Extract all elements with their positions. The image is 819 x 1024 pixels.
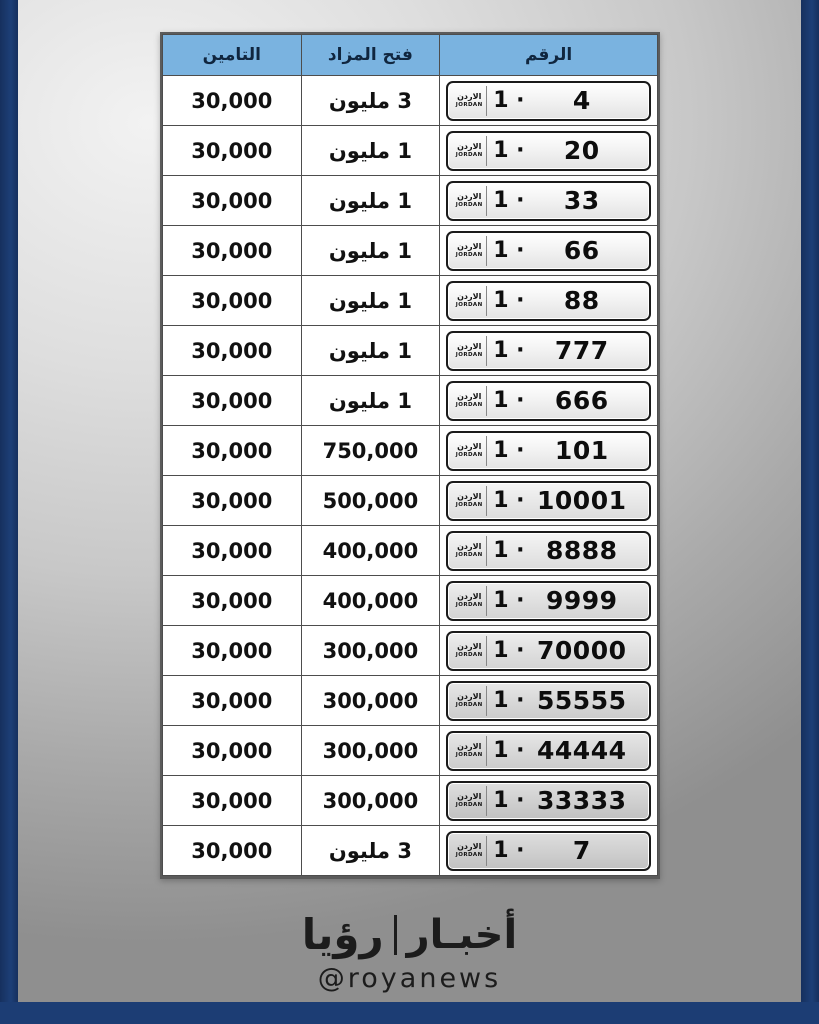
plate-code: 1 ·: [493, 138, 525, 163]
plate-cell: [440, 676, 658, 726]
plate-code: 1 ·: [493, 838, 525, 863]
plate-code: 1 ·: [493, 388, 525, 413]
auction-open-cell: [301, 576, 440, 626]
auction-open-cell: [301, 426, 440, 476]
plate-code: 1 ·: [493, 688, 525, 713]
license-plate: [446, 181, 651, 221]
plate-country-badge: [452, 86, 487, 116]
insurance-cell: [163, 76, 302, 126]
plate-cell: [440, 376, 658, 426]
insurance-value: 30,000: [191, 688, 273, 713]
plate-number: 777: [554, 336, 609, 365]
auction-open-cell: [301, 526, 440, 576]
plate-country-arabic: الاردن: [457, 691, 482, 701]
plate-code: 1 ·: [493, 538, 525, 563]
plate-number: 33333: [537, 786, 627, 815]
auction-open-cell: [301, 826, 440, 876]
insurance-value: 30,000: [191, 338, 273, 363]
plate-cell: [440, 76, 658, 126]
plate-country-badge: [452, 786, 487, 816]
plate-country-english: JORDAN: [455, 751, 483, 758]
plate-cell: [440, 226, 658, 276]
insurance-value: 30,000: [191, 288, 273, 313]
insurance-cell: [163, 126, 302, 176]
insurance-cell: [163, 276, 302, 326]
plates-table-container: [160, 32, 660, 879]
plate-country-english: JORDAN: [455, 801, 483, 808]
license-plate: [446, 481, 651, 521]
insurance-value: 30,000: [191, 538, 273, 563]
plate-code: 1 ·: [493, 188, 525, 213]
plate-cell: [440, 576, 658, 626]
table-row: [163, 426, 658, 476]
auction-open-cell: [301, 726, 440, 776]
plate-country-arabic: الاردن: [457, 141, 482, 151]
table-row: [163, 276, 658, 326]
insurance-cell: [163, 376, 302, 426]
plate-country-english: JORDAN: [455, 251, 483, 258]
plate-cell: [440, 526, 658, 576]
plate-code: 1 ·: [493, 588, 525, 613]
auction-open-cell: [301, 776, 440, 826]
auction-open-cell: [301, 326, 440, 376]
plate-country-badge: [452, 486, 487, 516]
plate-country-arabic: الاردن: [457, 341, 482, 351]
plate-number: 101: [554, 436, 609, 465]
plate-cell: [440, 626, 658, 676]
license-plate: [446, 531, 651, 571]
plate-number: 20: [563, 136, 600, 165]
plate-code: 1 ·: [493, 638, 525, 663]
plate-number: 666: [554, 386, 609, 415]
social-handle: @royanews: [317, 963, 502, 994]
insurance-value: 30,000: [191, 738, 273, 763]
auction-open-value: 1 مليون: [328, 288, 412, 313]
license-plate: [446, 731, 651, 771]
table-row: [163, 76, 658, 126]
license-plate: [446, 581, 651, 621]
table-row: [163, 326, 658, 376]
auction-open-cell: [301, 126, 440, 176]
plate-country-arabic: الاردن: [457, 491, 482, 501]
plate-cell: [440, 826, 658, 876]
auction-open-value: 1 مليون: [328, 188, 412, 213]
auction-open-value: 300,000: [322, 738, 419, 763]
logo-mark: رؤيا: [301, 910, 384, 959]
plate-number: 33: [563, 186, 600, 215]
auction-open-value: 400,000: [322, 538, 419, 563]
auction-open-value: 3 مليون: [328, 88, 412, 113]
insurance-cell: [163, 526, 302, 576]
plate-number: 8888: [545, 536, 618, 565]
plate-country-badge: [452, 636, 487, 666]
auction-open-value: 1 مليون: [328, 138, 412, 163]
insurance-cell: [163, 826, 302, 876]
auction-open-value: 300,000: [322, 688, 419, 713]
plate-number: 7: [572, 836, 591, 865]
plate-country-badge: [452, 836, 487, 866]
logo-word: أخبـار: [406, 911, 518, 958]
column-header-insurance: التامين: [163, 35, 302, 76]
table-row: [163, 776, 658, 826]
table-row: [163, 826, 658, 876]
license-plate: [446, 831, 651, 871]
plate-country-badge: [452, 236, 487, 266]
plate-country-english: JORDAN: [455, 201, 483, 208]
table-row: [163, 226, 658, 276]
table-row: [163, 126, 658, 176]
plates-table: [162, 34, 658, 876]
license-plate: [446, 681, 651, 721]
column-header-auction-open: فتح المزاد: [301, 35, 440, 76]
plate-country-english: JORDAN: [455, 101, 483, 108]
license-plate: [446, 431, 651, 471]
auction-open-value: 1 مليون: [328, 238, 412, 263]
insurance-value: 30,000: [191, 788, 273, 813]
insurance-value: 30,000: [191, 88, 273, 113]
insurance-cell: [163, 226, 302, 276]
table-body: [163, 76, 658, 876]
plate-country-english: JORDAN: [455, 351, 483, 358]
insurance-value: 30,000: [191, 488, 273, 513]
plate-country-english: JORDAN: [455, 401, 483, 408]
auction-open-cell: [301, 76, 440, 126]
plate-country-arabic: الاردن: [457, 391, 482, 401]
insurance-cell: [163, 326, 302, 376]
auction-open-value: 1 مليون: [328, 388, 412, 413]
auction-open-cell: [301, 476, 440, 526]
insurance-value: 30,000: [191, 588, 273, 613]
plate-cell: [440, 776, 658, 826]
plate-cell: [440, 476, 658, 526]
plate-country-english: JORDAN: [455, 451, 483, 458]
plate-country-english: JORDAN: [455, 651, 483, 658]
plate-country-arabic: الاردن: [457, 291, 482, 301]
bottom-bar: [0, 1002, 819, 1024]
plate-country-arabic: الاردن: [457, 191, 482, 201]
insurance-cell: [163, 726, 302, 776]
auction-open-cell: [301, 276, 440, 326]
plate-country-english: JORDAN: [455, 301, 483, 308]
auction-open-value: 400,000: [322, 588, 419, 613]
insurance-value: 30,000: [191, 638, 273, 663]
plate-country-arabic: الاردن: [457, 241, 482, 251]
license-plate: [446, 281, 651, 321]
plate-cell: [440, 426, 658, 476]
plate-country-badge: [452, 136, 487, 166]
plate-country-badge: [452, 686, 487, 716]
brand-logo: [0, 910, 819, 994]
auction-open-value: 750,000: [322, 438, 419, 463]
table-row: [163, 676, 658, 726]
license-plate: [446, 231, 651, 271]
insurance-value: 30,000: [191, 238, 273, 263]
auction-open-cell: [301, 226, 440, 276]
insurance-cell: [163, 426, 302, 476]
auction-open-value: 1 مليون: [328, 338, 412, 363]
insurance-cell: [163, 176, 302, 226]
auction-open-cell: [301, 376, 440, 426]
table-row: [163, 376, 658, 426]
license-plate: [446, 381, 651, 421]
plate-country-badge: [452, 386, 487, 416]
plate-code: 1 ·: [493, 338, 525, 363]
plate-number: 70000: [537, 636, 627, 665]
insurance-value: 30,000: [191, 138, 273, 163]
plate-code: 1 ·: [493, 788, 525, 813]
plate-number: 66: [563, 236, 600, 265]
plate-country-english: JORDAN: [455, 551, 483, 558]
insurance-value: 30,000: [191, 838, 273, 863]
column-header-number: الرقم: [440, 35, 658, 76]
logo-lockup: [0, 910, 819, 959]
plate-country-arabic: الاردن: [457, 591, 482, 601]
plate-country-english: JORDAN: [455, 501, 483, 508]
license-plate: [446, 331, 651, 371]
plate-country-badge: [452, 336, 487, 366]
insurance-value: 30,000: [191, 188, 273, 213]
table-row: [163, 626, 658, 676]
table-row: [163, 576, 658, 626]
plate-code: 1 ·: [493, 738, 525, 763]
plate-code: 1 ·: [493, 488, 525, 513]
insurance-cell: [163, 476, 302, 526]
plate-cell: [440, 176, 658, 226]
plate-country-badge: [452, 436, 487, 466]
license-plate: [446, 631, 651, 671]
auction-open-cell: [301, 176, 440, 226]
plate-country-arabic: الاردن: [457, 741, 482, 751]
license-plate: [446, 781, 651, 821]
plate-country-arabic: الاردن: [457, 841, 482, 851]
plate-number: 10001: [537, 486, 627, 515]
table-row: [163, 176, 658, 226]
plate-country-arabic: الاردن: [457, 641, 482, 651]
table-row: [163, 526, 658, 576]
auction-open-value: 300,000: [322, 638, 419, 663]
insurance-cell: [163, 576, 302, 626]
plate-code: 1 ·: [493, 438, 525, 463]
plate-country-english: JORDAN: [455, 701, 483, 708]
plate-country-badge: [452, 286, 487, 316]
license-plate: [446, 81, 651, 121]
plate-number: 44444: [537, 736, 627, 765]
plate-country-arabic: الاردن: [457, 791, 482, 801]
auction-open-value: 500,000: [322, 488, 419, 513]
insurance-cell: [163, 776, 302, 826]
plate-country-badge: [452, 536, 487, 566]
plate-code: 1 ·: [493, 88, 525, 113]
auction-open-value: 300,000: [322, 788, 419, 813]
auction-open-value: 3 مليون: [328, 838, 412, 863]
left-edge-bar: [0, 0, 18, 1024]
right-edge-bar: [801, 0, 819, 1024]
plate-country-badge: [452, 586, 487, 616]
insurance-cell: [163, 676, 302, 726]
plate-country-arabic: الاردن: [457, 91, 482, 101]
plate-country-badge: [452, 186, 487, 216]
logo-divider: [394, 915, 397, 955]
auction-open-cell: [301, 626, 440, 676]
plate-number: 55555: [537, 686, 627, 715]
license-plate: [446, 131, 651, 171]
auction-open-cell: [301, 676, 440, 726]
plate-country-english: JORDAN: [455, 851, 483, 858]
plate-code: 1 ·: [493, 288, 525, 313]
plate-country-english: JORDAN: [455, 601, 483, 608]
insurance-value: 30,000: [191, 438, 273, 463]
plate-country-badge: [452, 736, 487, 766]
plate-number: 9999: [545, 586, 618, 615]
table-header-row: [163, 35, 658, 76]
plate-cell: [440, 726, 658, 776]
table-row: [163, 726, 658, 776]
plate-cell: [440, 126, 658, 176]
table-row: [163, 476, 658, 526]
plate-code: 1 ·: [493, 238, 525, 263]
insurance-cell: [163, 626, 302, 676]
plate-number: 88: [563, 286, 600, 315]
plate-country-arabic: الاردن: [457, 541, 482, 551]
plate-cell: [440, 276, 658, 326]
insurance-value: 30,000: [191, 388, 273, 413]
plate-country-arabic: الاردن: [457, 441, 482, 451]
plate-cell: [440, 326, 658, 376]
plate-number: 4: [572, 86, 591, 115]
plate-country-english: JORDAN: [455, 151, 483, 158]
